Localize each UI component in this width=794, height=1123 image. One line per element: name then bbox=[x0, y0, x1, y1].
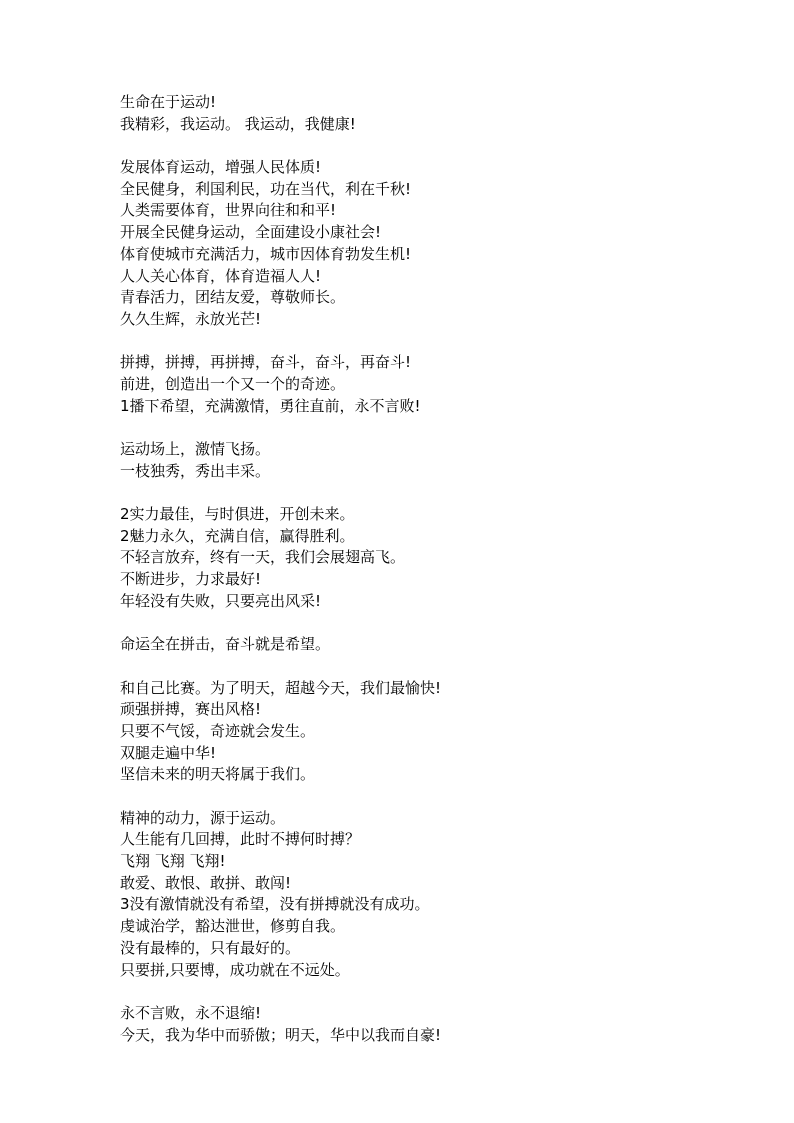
blank-line bbox=[120, 981, 720, 1003]
text-line: 人生能有几回搏，此时不搏何时搏？ bbox=[120, 830, 361, 849]
text-line: 双腿走遍中华! bbox=[120, 743, 217, 762]
text-line: 3没有激情就没有希望，没有拼搏就没有成功。 bbox=[120, 895, 430, 914]
text-line: 顽强拼搏，赛出风格! bbox=[120, 700, 262, 719]
blank-line bbox=[120, 331, 720, 353]
text-line: 没有最棒的，只有最好的。 bbox=[120, 938, 301, 957]
text-line: 人类需要体育，世界向往和和平! bbox=[120, 201, 337, 220]
text-line: 2实力最佳，与时俱进，开创未来。 bbox=[120, 505, 355, 524]
text-line: 精神的动力，源于运动。 bbox=[120, 808, 286, 827]
text-line: 开展全民健身运动，全面建设小康社会! bbox=[120, 223, 382, 242]
text-line: 和自己比赛。为了明天，超越今天，我们最愉快! bbox=[120, 678, 442, 697]
text-line: 我精彩，我运动。 我运动，我健康! bbox=[120, 114, 356, 133]
text-line: 运动场上，激情飞扬。 bbox=[120, 440, 271, 458]
text-line: 飞翔 飞翔 飞翔! bbox=[120, 852, 226, 871]
text-line: 敢爱、敢恨、敢拼、敢闯! bbox=[120, 873, 292, 892]
text-line: 2魅力永久，充满自信，赢得胜利。 bbox=[120, 526, 355, 545]
text-line: 久久生辉，永放光芒! bbox=[120, 309, 262, 328]
blank-line bbox=[120, 786, 720, 808]
text-line: 今天，我为华中而骄傲；明天，华中以我而自豪! bbox=[120, 1025, 442, 1044]
text-line: 人人关心体育，体育造福人人! bbox=[120, 266, 322, 285]
text-line: 虔诚治学，豁达泄世，修剪自我。 bbox=[120, 917, 346, 936]
text-line: 前进，创造出一个又一个的奇迹。 bbox=[120, 374, 346, 393]
text-line: 青春活力，团结友爱，尊敬师长。 bbox=[120, 288, 346, 307]
text-line: 体育使城市充满活力，城市因体育勃发生机! bbox=[120, 244, 412, 263]
text-line: 1播下希望，充满激情，勇往直前，永不言败! bbox=[120, 396, 421, 415]
text-line: 坚信未来的明天将属于我们。 bbox=[120, 765, 316, 784]
blank-line bbox=[120, 482, 720, 504]
text-line: 年轻没有失败，只要亮出风采! bbox=[120, 591, 322, 610]
text-line: 生命在于运动! bbox=[120, 93, 217, 111]
text-line: 永不言败，永不退缩! bbox=[120, 1003, 262, 1022]
text-line: 拼搏，拼搏，再拼搏，奋斗，奋斗，再奋斗! bbox=[120, 353, 412, 372]
text-line: 不断进步，力求最好! bbox=[120, 570, 262, 589]
blank-line bbox=[120, 417, 720, 439]
text-line: 不轻言放弃，终有一天，我们会展翅高飞。 bbox=[120, 548, 406, 567]
blank-line bbox=[120, 656, 720, 678]
blank-line bbox=[120, 135, 720, 157]
document-body bbox=[120, 92, 720, 1046]
text-line: 全民健身，利国利民，功在当代，利在千秋! bbox=[120, 179, 412, 198]
text-line: 只要拼,只要博，成功就在不远处。 bbox=[120, 960, 350, 979]
text-line: 发展体育运动，增强人民体质! bbox=[120, 158, 322, 177]
text-line: 命运全在拼击，奋斗就是希望。 bbox=[120, 635, 331, 654]
blank-line bbox=[120, 613, 720, 635]
text-line: 一枝独秀，秀出丰采。 bbox=[120, 461, 271, 480]
text-line: 只要不气馁，奇迹就会发生。 bbox=[120, 721, 316, 740]
